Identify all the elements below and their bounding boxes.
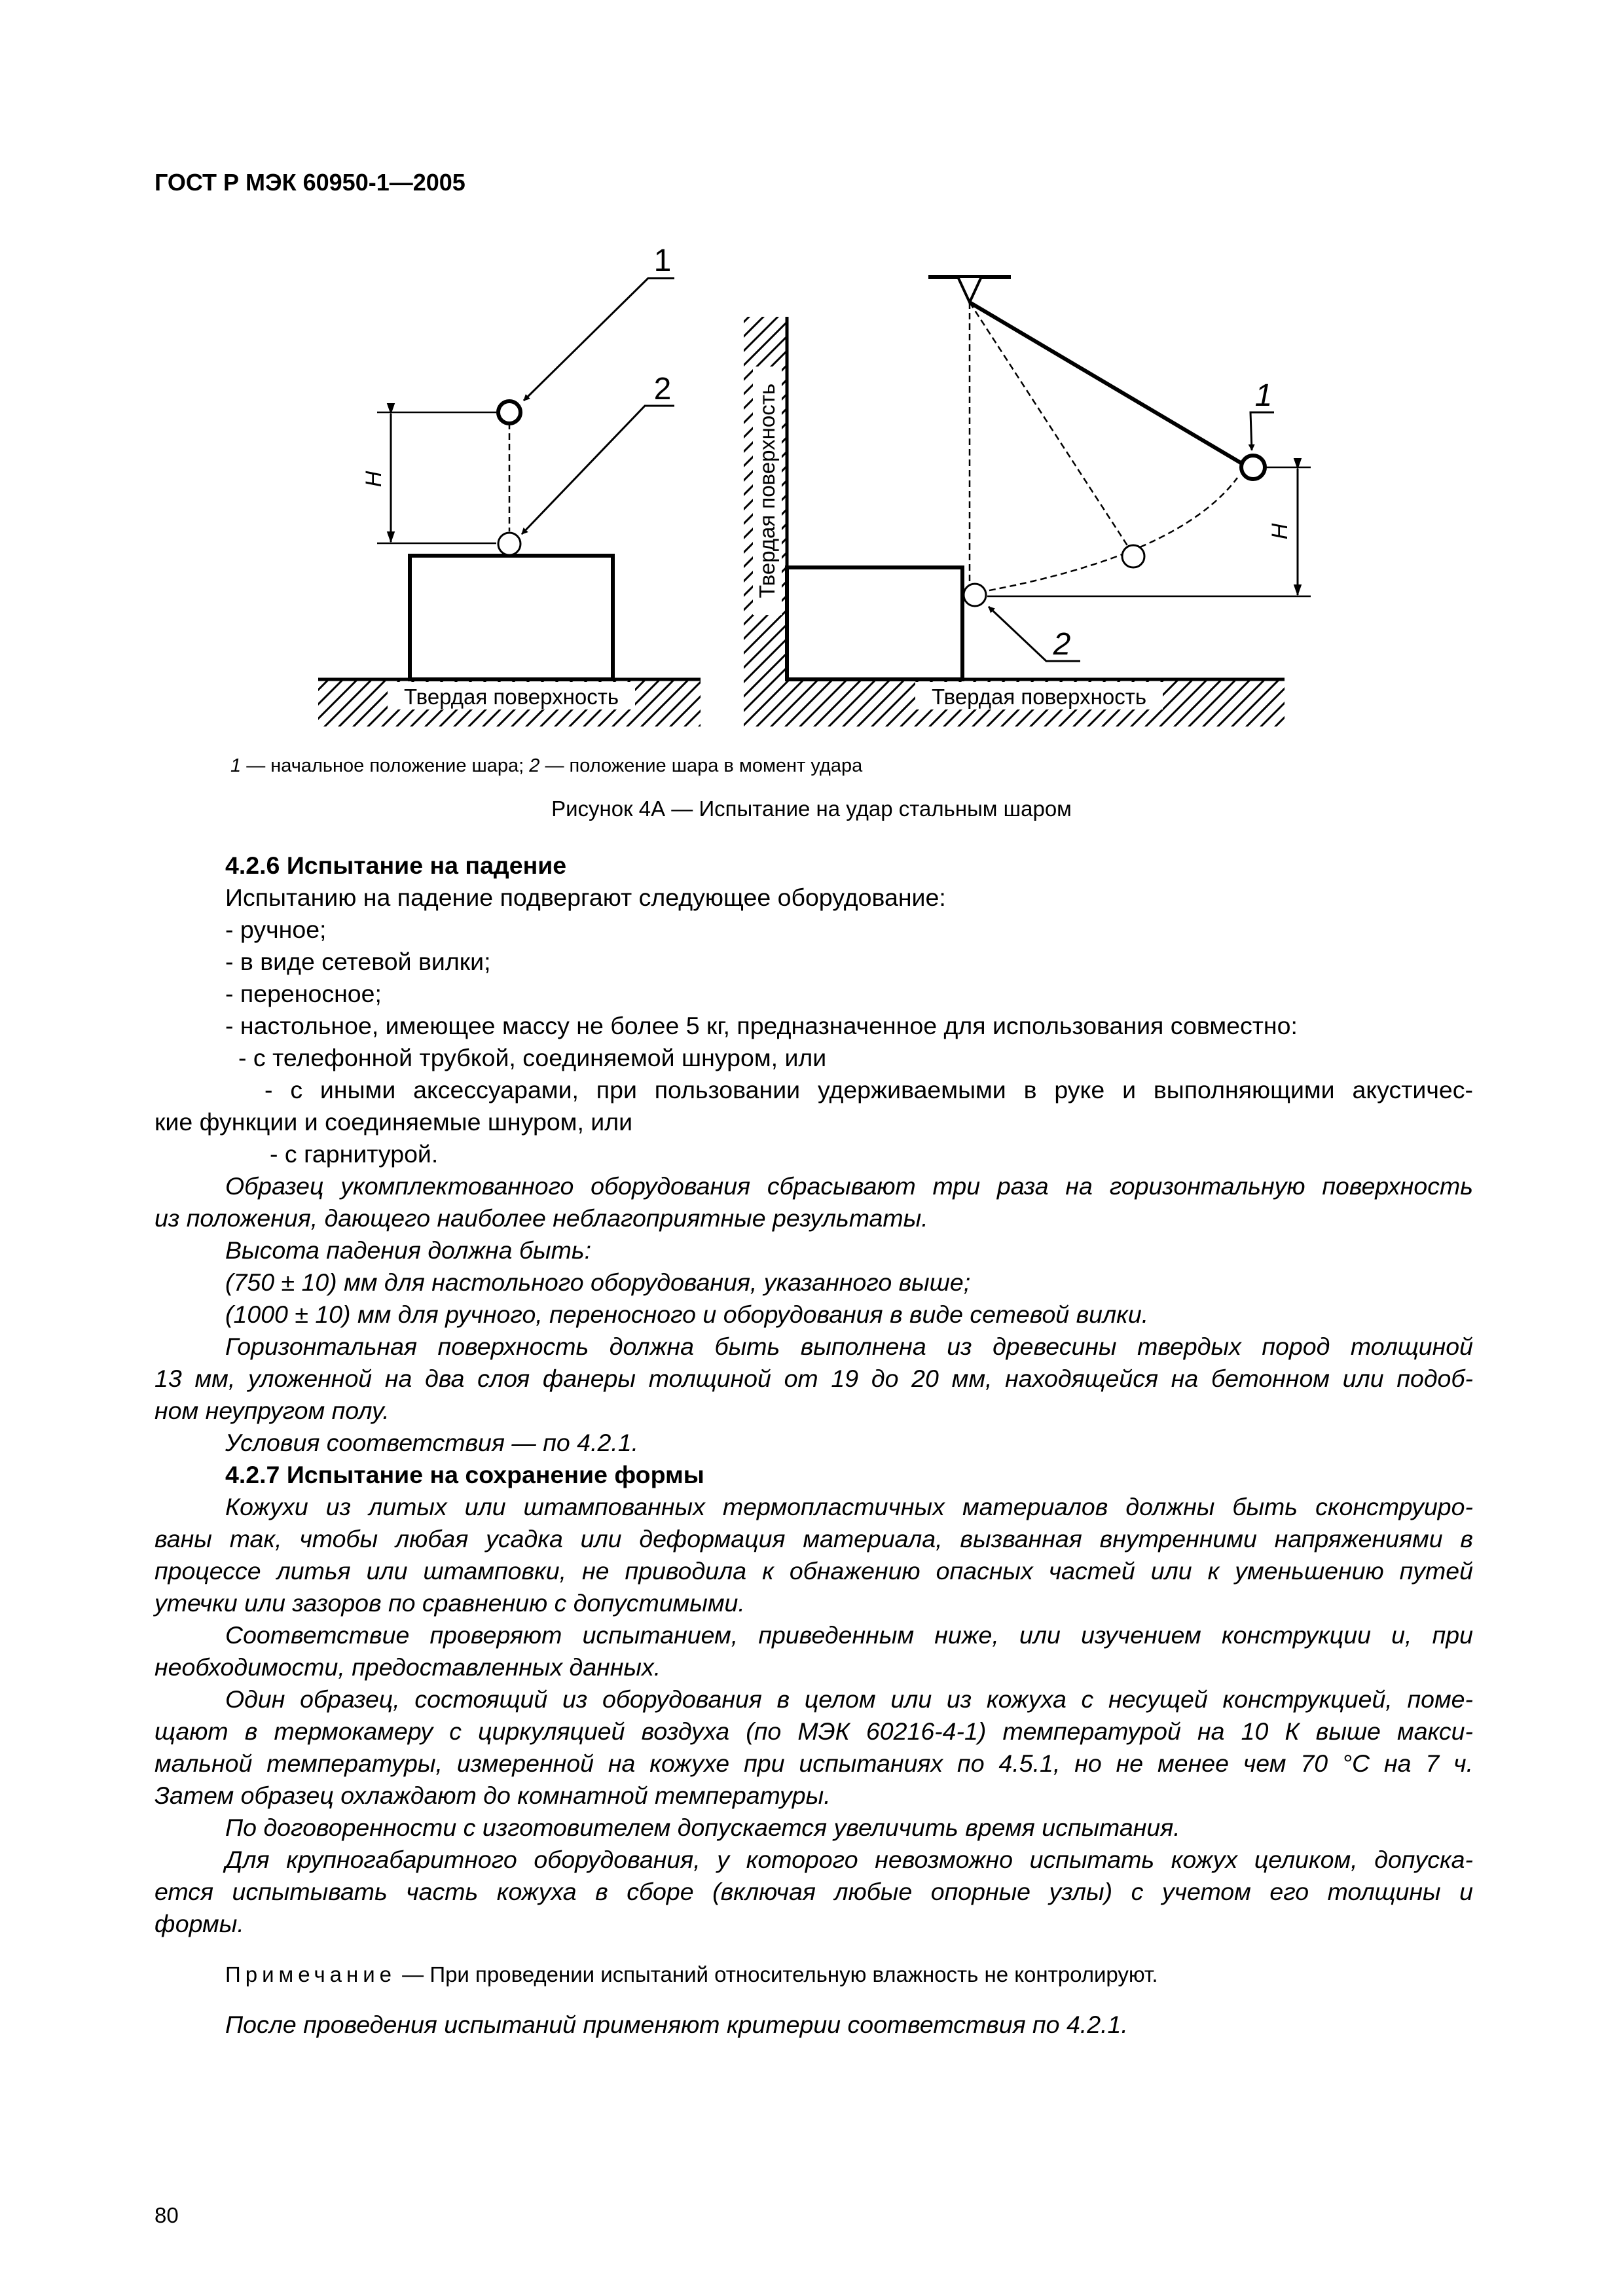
mould-stress-p1-line-1: Кожухи из литых или штампованных термопластичных материалов должны быть сконструиро- — [225, 1493, 1473, 1520]
mould-stress-p2-line-2: необходимости, предоставленных данных. — [155, 1653, 661, 1681]
equipment-item-2: - в виде сетевой вилки; — [225, 948, 491, 975]
mould-stress-p1-line-2: ваны так, чтобы любая усадка или деформация материала, вызванная внутренними напряжениями в — [155, 1525, 1473, 1552]
mould-stress-p5-line-2: ется испытывать часть кожуха в сборе (включая любые опорные узлы) с учетом его толщины и — [155, 1878, 1473, 1905]
mould-stress-p3-line-2: щают в термокамеру с циркуляцией воздуха (по МЭК 60216-4-1) температурой на 10 К выше макси- — [155, 1717, 1473, 1745]
drop-test-p1-line-1: Образец укомплектованного оборудования сбрасывают три раза на горизонтальную поверхность — [225, 1172, 1473, 1200]
equipment-subitem-2-line-1: - с иными аксессуарами, при пользовании удерживаемыми в руке и выполняющими акустичес- — [264, 1076, 1473, 1103]
right-swing-arc — [979, 478, 1237, 592]
section-4-2-6-heading: 4.2.6 Испытание на падение — [225, 852, 567, 879]
legend-text-2: — положение шара в момент удара — [539, 755, 863, 776]
mould-stress-p2-line-1: Соответствие проверяют испытанием, приведенным ниже, или изучением конструкции и, при — [225, 1621, 1473, 1649]
mould-stress-p3-line-1: Один образец, состоящий из оборудования в целом или из кожуха с несущей конструкцией, поме- — [225, 1685, 1473, 1713]
left-test-sample-box — [410, 556, 613, 679]
right-dim-label: H — [1267, 523, 1292, 540]
note-label: Примечание — [225, 1962, 397, 1986]
mould-stress-p5-line-3: формы. — [155, 1910, 244, 1937]
legend-num-1: 1 — [230, 755, 242, 776]
equipment-subitem-3: - с гарнитурой. — [270, 1140, 439, 1168]
right-label-1: 1 — [1254, 378, 1273, 413]
mould-stress-p4: По договоренности с изготовителем допускается увеличить время испытания. — [225, 1814, 1180, 1841]
right-wall-label: Твердая поверхность — [755, 383, 779, 599]
equipment-subitem-1: - с телефонной трубкой, соединяемой шнуром, или — [238, 1044, 827, 1071]
left-leader-1 — [524, 278, 674, 401]
mould-stress-p3-line-3: мальной температуры, измеренной на кожухе при испытаниях по 4.5.1, но не менее чем 70 °С на 7 ч. — [155, 1749, 1473, 1777]
note-text: — При проведении испытаний относительную влажность не контролируют. — [396, 1962, 1158, 1986]
legend-text-1: — начальное положение шара; — [241, 755, 530, 776]
legend-num-2: 2 — [529, 755, 540, 776]
right-pendulum-string-dash — [970, 302, 1128, 547]
left-label-1: 1 — [653, 243, 672, 278]
mould-stress-p3-line-4: Затем образец охлаждают до комнатной температуры. — [155, 1782, 831, 1809]
figure-4a-steel-ball-impact-test — [0, 236, 1623, 746]
figure-caption: Рисунок 4А — Испытание на удар стальным шаром — [551, 797, 1072, 821]
left-surface-label: Твердая поверхность — [403, 685, 619, 709]
drop-height-intro: Высота падения должна быть: — [225, 1236, 592, 1264]
mould-stress-p1-line-4: утечки или зазоров по сравнению с допустимыми. — [155, 1589, 745, 1617]
drop-surface-line-1: Горизонтальная поверхность должна быть выполнена из древесины твердых пород толщиной — [225, 1333, 1473, 1360]
right-diagram-pendulum — [744, 277, 1311, 726]
left-leader-2 — [522, 406, 674, 534]
right-surface-label: Твердая поверхность — [931, 685, 1147, 709]
left-diagram-vertical-drop — [318, 243, 701, 726]
left-label-2: 2 — [653, 372, 672, 406]
right-label-2: 2 — [1053, 627, 1071, 662]
left-dim-label: H — [361, 471, 386, 488]
drop-compliance: Условия соответствия — по 4.2.1. — [225, 1429, 638, 1456]
drop-test-p1-line-2: из положения, дающего наиболее неблагоприятные результаты. — [155, 1204, 928, 1232]
equipment-item-4: - настольное, имеющее массу не более 5 кг, предназначенное для использования совместно: — [225, 1012, 1298, 1039]
drop-surface-line-2: 13 мм, уложенной на два слоя фанеры толщиной от 19 до 20 мм, находящейся на бетонном или подоб- — [155, 1365, 1473, 1392]
post-test-criteria: После проведения испытаний применяют критерии соответствия по 4.2.1. — [225, 2011, 1128, 2038]
figure-legend — [230, 755, 862, 777]
right-test-sample-box — [787, 567, 962, 679]
drop-test-intro: Испытанию на падение подвергают следующее оборудование: — [225, 884, 946, 911]
equipment-item-3: - переносное; — [225, 980, 382, 1007]
document-body — [155, 850, 1473, 2041]
mould-stress-p5-line-1: Для крупногабаритного оборудования, у которого невозможно испытать кожух целиком, допуска- — [225, 1846, 1473, 1873]
right-pivot — [958, 277, 981, 302]
note — [155, 1958, 1473, 1990]
drop-height-tabletop: (750 ± 10) мм для настольного оборудования, указанного выше; — [225, 1268, 971, 1296]
mould-stress-p1-line-3: процессе литья или штамповки, не приводила к обнажению опасных частей или к уменьшению путей — [155, 1557, 1473, 1585]
equipment-item-1: - ручное; — [225, 916, 327, 943]
drop-surface-line-3: ном неупругом полу. — [155, 1397, 390, 1424]
left-ball-impact — [498, 533, 520, 555]
right-ball-intermediate — [1122, 545, 1144, 567]
document-code-header: ГОСТ Р МЭК 60950-1—2005 — [155, 169, 465, 196]
right-ball-impact — [964, 584, 986, 606]
right-pendulum-string — [970, 302, 1244, 465]
left-ball-initial — [498, 401, 520, 423]
page-number: 80 — [155, 2203, 179, 2227]
right-ball-initial — [1241, 456, 1265, 479]
drop-height-handheld: (1000 ± 10) мм для ручного, переносного и оборудования в виде сетевой вилки. — [225, 1300, 1149, 1328]
section-4-2-7-heading: 4.2.7 Испытание на сохранение формы — [225, 1461, 704, 1488]
right-leader-1 — [1250, 412, 1274, 450]
equipment-subitem-2-line-2: кие функции и соединяемые шнуром, или — [155, 1108, 633, 1136]
